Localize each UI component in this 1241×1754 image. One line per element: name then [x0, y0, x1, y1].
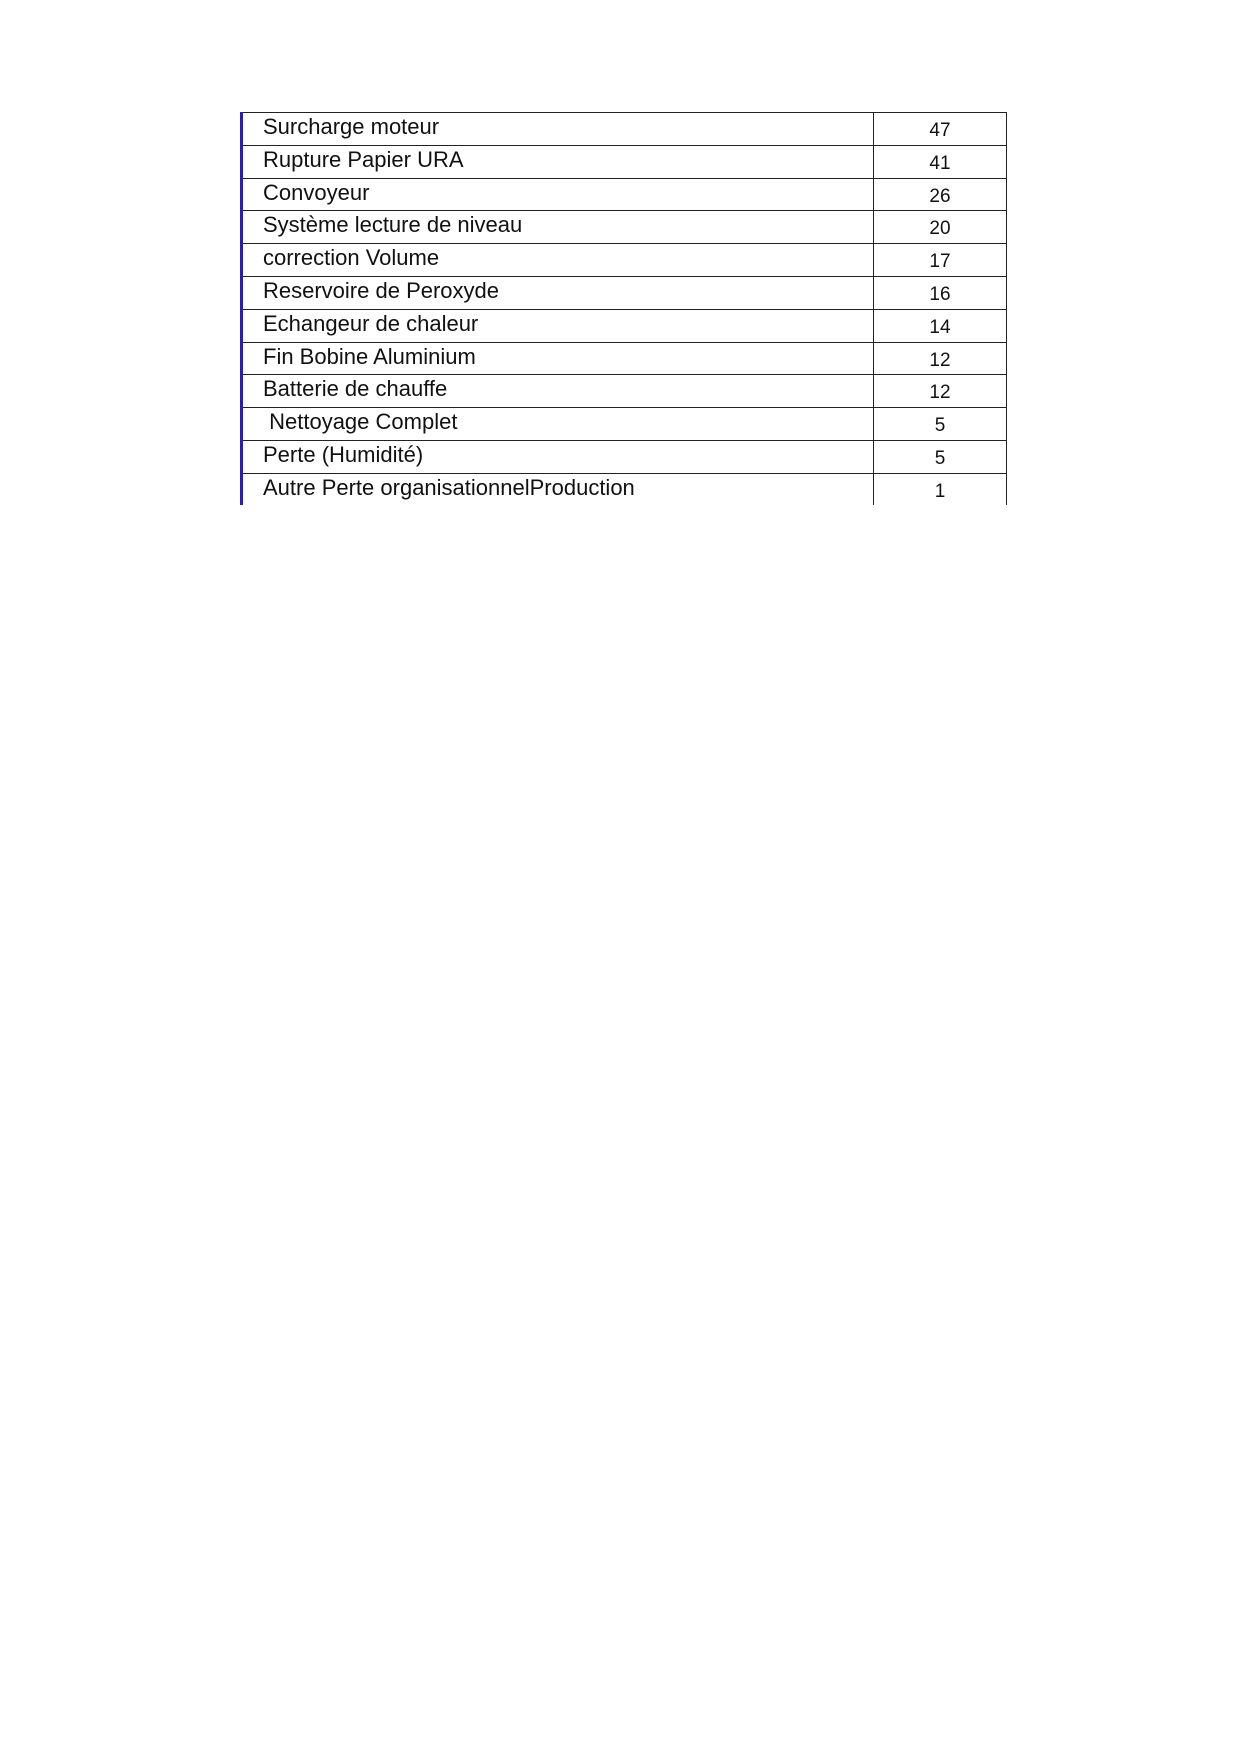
cause-label: Système lecture de niveau [243, 211, 874, 243]
cause-count: 16 [929, 283, 951, 305]
table-row [243, 473, 1006, 505]
cause-count: 26 [929, 185, 951, 207]
table-row [243, 178, 1006, 211]
cause-count: 17 [929, 251, 951, 273]
table-row [243, 374, 1006, 407]
table-row [243, 440, 1006, 473]
table-row [243, 309, 1006, 342]
table-row [243, 342, 1006, 375]
cause-label: Echangeur de chaleur [243, 310, 874, 342]
cause-label: Surcharge moteur [243, 113, 874, 145]
cause-count: 20 [929, 218, 951, 240]
table-row [243, 112, 1006, 145]
cause-count: 12 [929, 349, 951, 371]
cause-count: 14 [929, 316, 951, 338]
table-row [243, 407, 1006, 440]
downtime-causes-table [240, 112, 1007, 505]
cause-label: correction Volume [243, 244, 874, 276]
cause-count: 5 [934, 415, 946, 437]
cause-count: 41 [929, 152, 951, 174]
cause-count: 47 [929, 120, 951, 141]
cause-label: Rupture Papier URA [243, 146, 874, 178]
table-row [243, 145, 1006, 178]
cause-label: Perte (Humidité) [243, 441, 874, 473]
cause-label: Fin Bobine Aluminium [243, 343, 874, 375]
cause-count: 5 [934, 447, 946, 469]
table-row [243, 243, 1006, 276]
cause-label: Convoyeur [243, 179, 874, 211]
cause-label: Batterie de chauffe [243, 375, 874, 407]
cause-count: 12 [929, 382, 951, 404]
cause-label: Reservoire de Peroxyde [243, 277, 874, 309]
table-row [243, 210, 1006, 243]
cause-label: Autre Perte organisationnelProduction [243, 474, 874, 505]
table-row [243, 276, 1006, 309]
cause-count: 1 [934, 480, 946, 502]
cause-label: Nettoyage Complet [243, 408, 874, 440]
